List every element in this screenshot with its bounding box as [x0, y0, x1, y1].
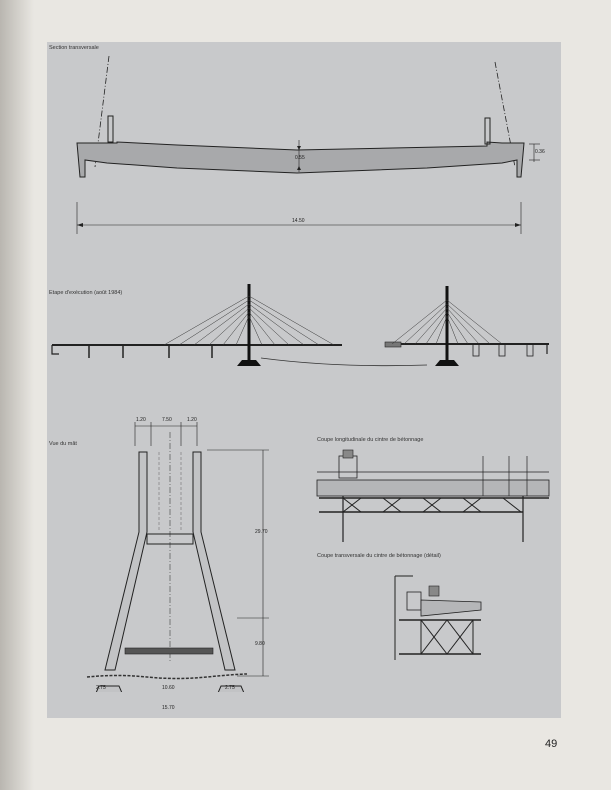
cross-section-drawing: [47, 42, 561, 242]
ground-line: [87, 674, 247, 679]
section-cross-title: Section transversale: [49, 45, 99, 51]
parapet-right: [485, 118, 490, 144]
page-gutter-shadow: [0, 0, 34, 790]
mast-leg-right: [193, 452, 235, 670]
dim-height: 29.70: [255, 529, 268, 535]
trans-deck: [421, 600, 481, 616]
transverse-section-drawing: [377, 564, 487, 664]
longitudinal-section-drawing: [313, 446, 553, 546]
dim-total-width: 15.70: [162, 705, 175, 711]
long-section-title: Coupe longitudinale du cintre de bétonnage: [317, 437, 424, 443]
stage-title: Etape d'exécution (août 1984): [49, 290, 123, 296]
mast-deck: [125, 648, 213, 654]
dim-base-height: 9.80: [255, 641, 265, 647]
dim-top-mid: 7.50: [162, 417, 172, 423]
dim-depth: 0.55: [295, 155, 305, 161]
truss-diagonals: [343, 498, 521, 512]
parapet-left: [108, 116, 113, 142]
dim-bottom-right: 2.75: [225, 685, 235, 691]
drawing-plate: [47, 42, 561, 718]
dim-bottom-left: 2.75: [96, 685, 106, 691]
dim-edge: 0.36: [535, 149, 545, 155]
formwork-deck: [317, 480, 549, 496]
mast-leg-left: [105, 452, 147, 670]
river-bed: [261, 358, 427, 366]
dim-top-right: 1.20: [187, 417, 197, 423]
dim-width: 14.50: [292, 218, 305, 224]
mast-title: Vue du mât: [49, 441, 77, 447]
trans-section-title: Coupe transversale du cintre de bétonnage (détail): [317, 553, 441, 559]
dim-bottom-mid: 10.60: [162, 685, 175, 691]
page-number: 49: [545, 738, 558, 750]
construction-stage-drawing: [47, 282, 561, 382]
mast-view-drawing: [47, 412, 307, 692]
dim-top-left: 1.20: [136, 417, 146, 423]
